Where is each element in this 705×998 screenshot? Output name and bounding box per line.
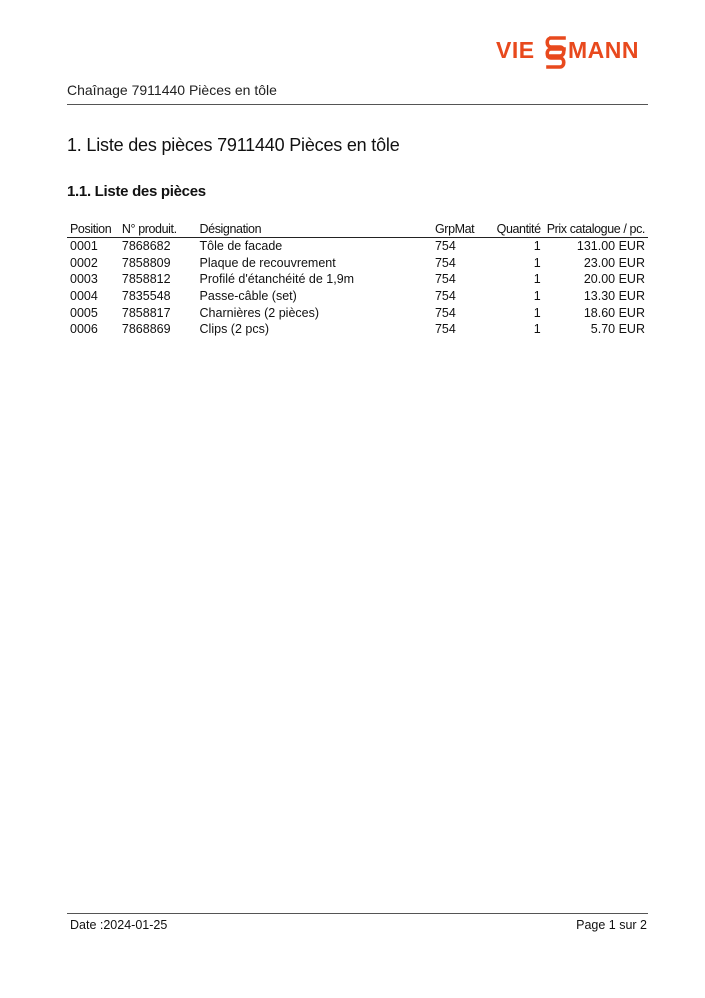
table-header-row	[67, 220, 648, 238]
column-header-price: Prix catalogue / pc.	[544, 220, 648, 238]
cell-product-number: 7858812	[121, 272, 171, 287]
cell-position: 0004	[70, 289, 98, 304]
header-divider	[67, 104, 648, 105]
cell-quantity: 1	[533, 305, 541, 320]
cell-quantity: 1	[533, 255, 541, 270]
table-row	[67, 255, 648, 272]
parts-table	[67, 220, 648, 338]
subsection-heading: 1.1. Liste des pièces	[67, 183, 206, 200]
cell-product-number: 7868682	[121, 239, 171, 254]
cell-grpmat: 754	[434, 272, 456, 287]
cell-price: 23.00 EUR	[583, 255, 645, 270]
section-heading: 1. Liste des pièces 7911440 Pièces en tôle	[67, 135, 400, 155]
cell-designation: Plaque de recouvrement	[199, 255, 336, 270]
document-header-title: Chaînage 7911440 Pièces en tôle	[67, 82, 277, 98]
table-row	[67, 271, 648, 288]
column-header-grpmat: GrpMat	[432, 220, 486, 238]
cell-price: 5.70 EUR	[590, 322, 645, 337]
table-row	[67, 238, 648, 255]
column-header-quantity: Quantité	[486, 220, 544, 238]
footer-page-number: Page 1 sur 2	[576, 918, 647, 932]
svg-text:VIE: VIE	[496, 37, 535, 63]
cell-product-number: 7868869	[121, 322, 171, 337]
cell-price: 20.00 EUR	[583, 272, 645, 287]
cell-product-number: 7858817	[121, 305, 171, 320]
cell-product-number: 7858809	[121, 255, 171, 270]
cell-grpmat: 754	[434, 239, 456, 254]
cell-position: 0005	[70, 305, 98, 320]
cell-grpmat: 754	[434, 322, 456, 337]
cell-quantity: 1	[533, 289, 541, 304]
footer-divider	[67, 913, 648, 914]
cell-price: 13.30 EUR	[583, 289, 645, 304]
cell-quantity: 1	[533, 272, 541, 287]
column-header-product-number: N° produit.	[119, 220, 197, 238]
column-header-position: Position	[67, 220, 119, 238]
cell-grpmat: 754	[434, 289, 456, 304]
cell-designation: Profilé d'étanchéité de 1,9m	[199, 272, 355, 287]
cell-position: 0002	[70, 255, 98, 270]
cell-designation: Clips (2 pcs)	[199, 322, 269, 337]
viessmann-logo	[496, 34, 652, 70]
cell-price: 131.00 EUR	[576, 239, 645, 254]
cell-quantity: 1	[533, 239, 541, 254]
footer-date: Date :2024-01-25	[70, 918, 168, 932]
logo-double-s-mark	[547, 38, 564, 67]
table-row	[67, 288, 648, 305]
cell-designation: Charnières (2 pièces)	[199, 305, 320, 320]
cell-designation: Passe-câble (set)	[199, 289, 297, 304]
cell-position: 0001	[70, 239, 98, 254]
cell-grpmat: 754	[434, 255, 456, 270]
cell-position: 0006	[70, 322, 98, 337]
cell-product-number: 7835548	[121, 289, 171, 304]
column-header-designation: Désignation	[197, 220, 432, 238]
cell-grpmat: 754	[434, 305, 456, 320]
cell-designation: Tôle de facade	[199, 239, 283, 254]
table-row	[67, 321, 648, 338]
svg-text:MANN: MANN	[568, 37, 639, 63]
cell-price: 18.60 EUR	[583, 305, 645, 320]
table-row	[67, 304, 648, 321]
cell-quantity: 1	[533, 322, 541, 337]
cell-position: 0003	[70, 272, 98, 287]
